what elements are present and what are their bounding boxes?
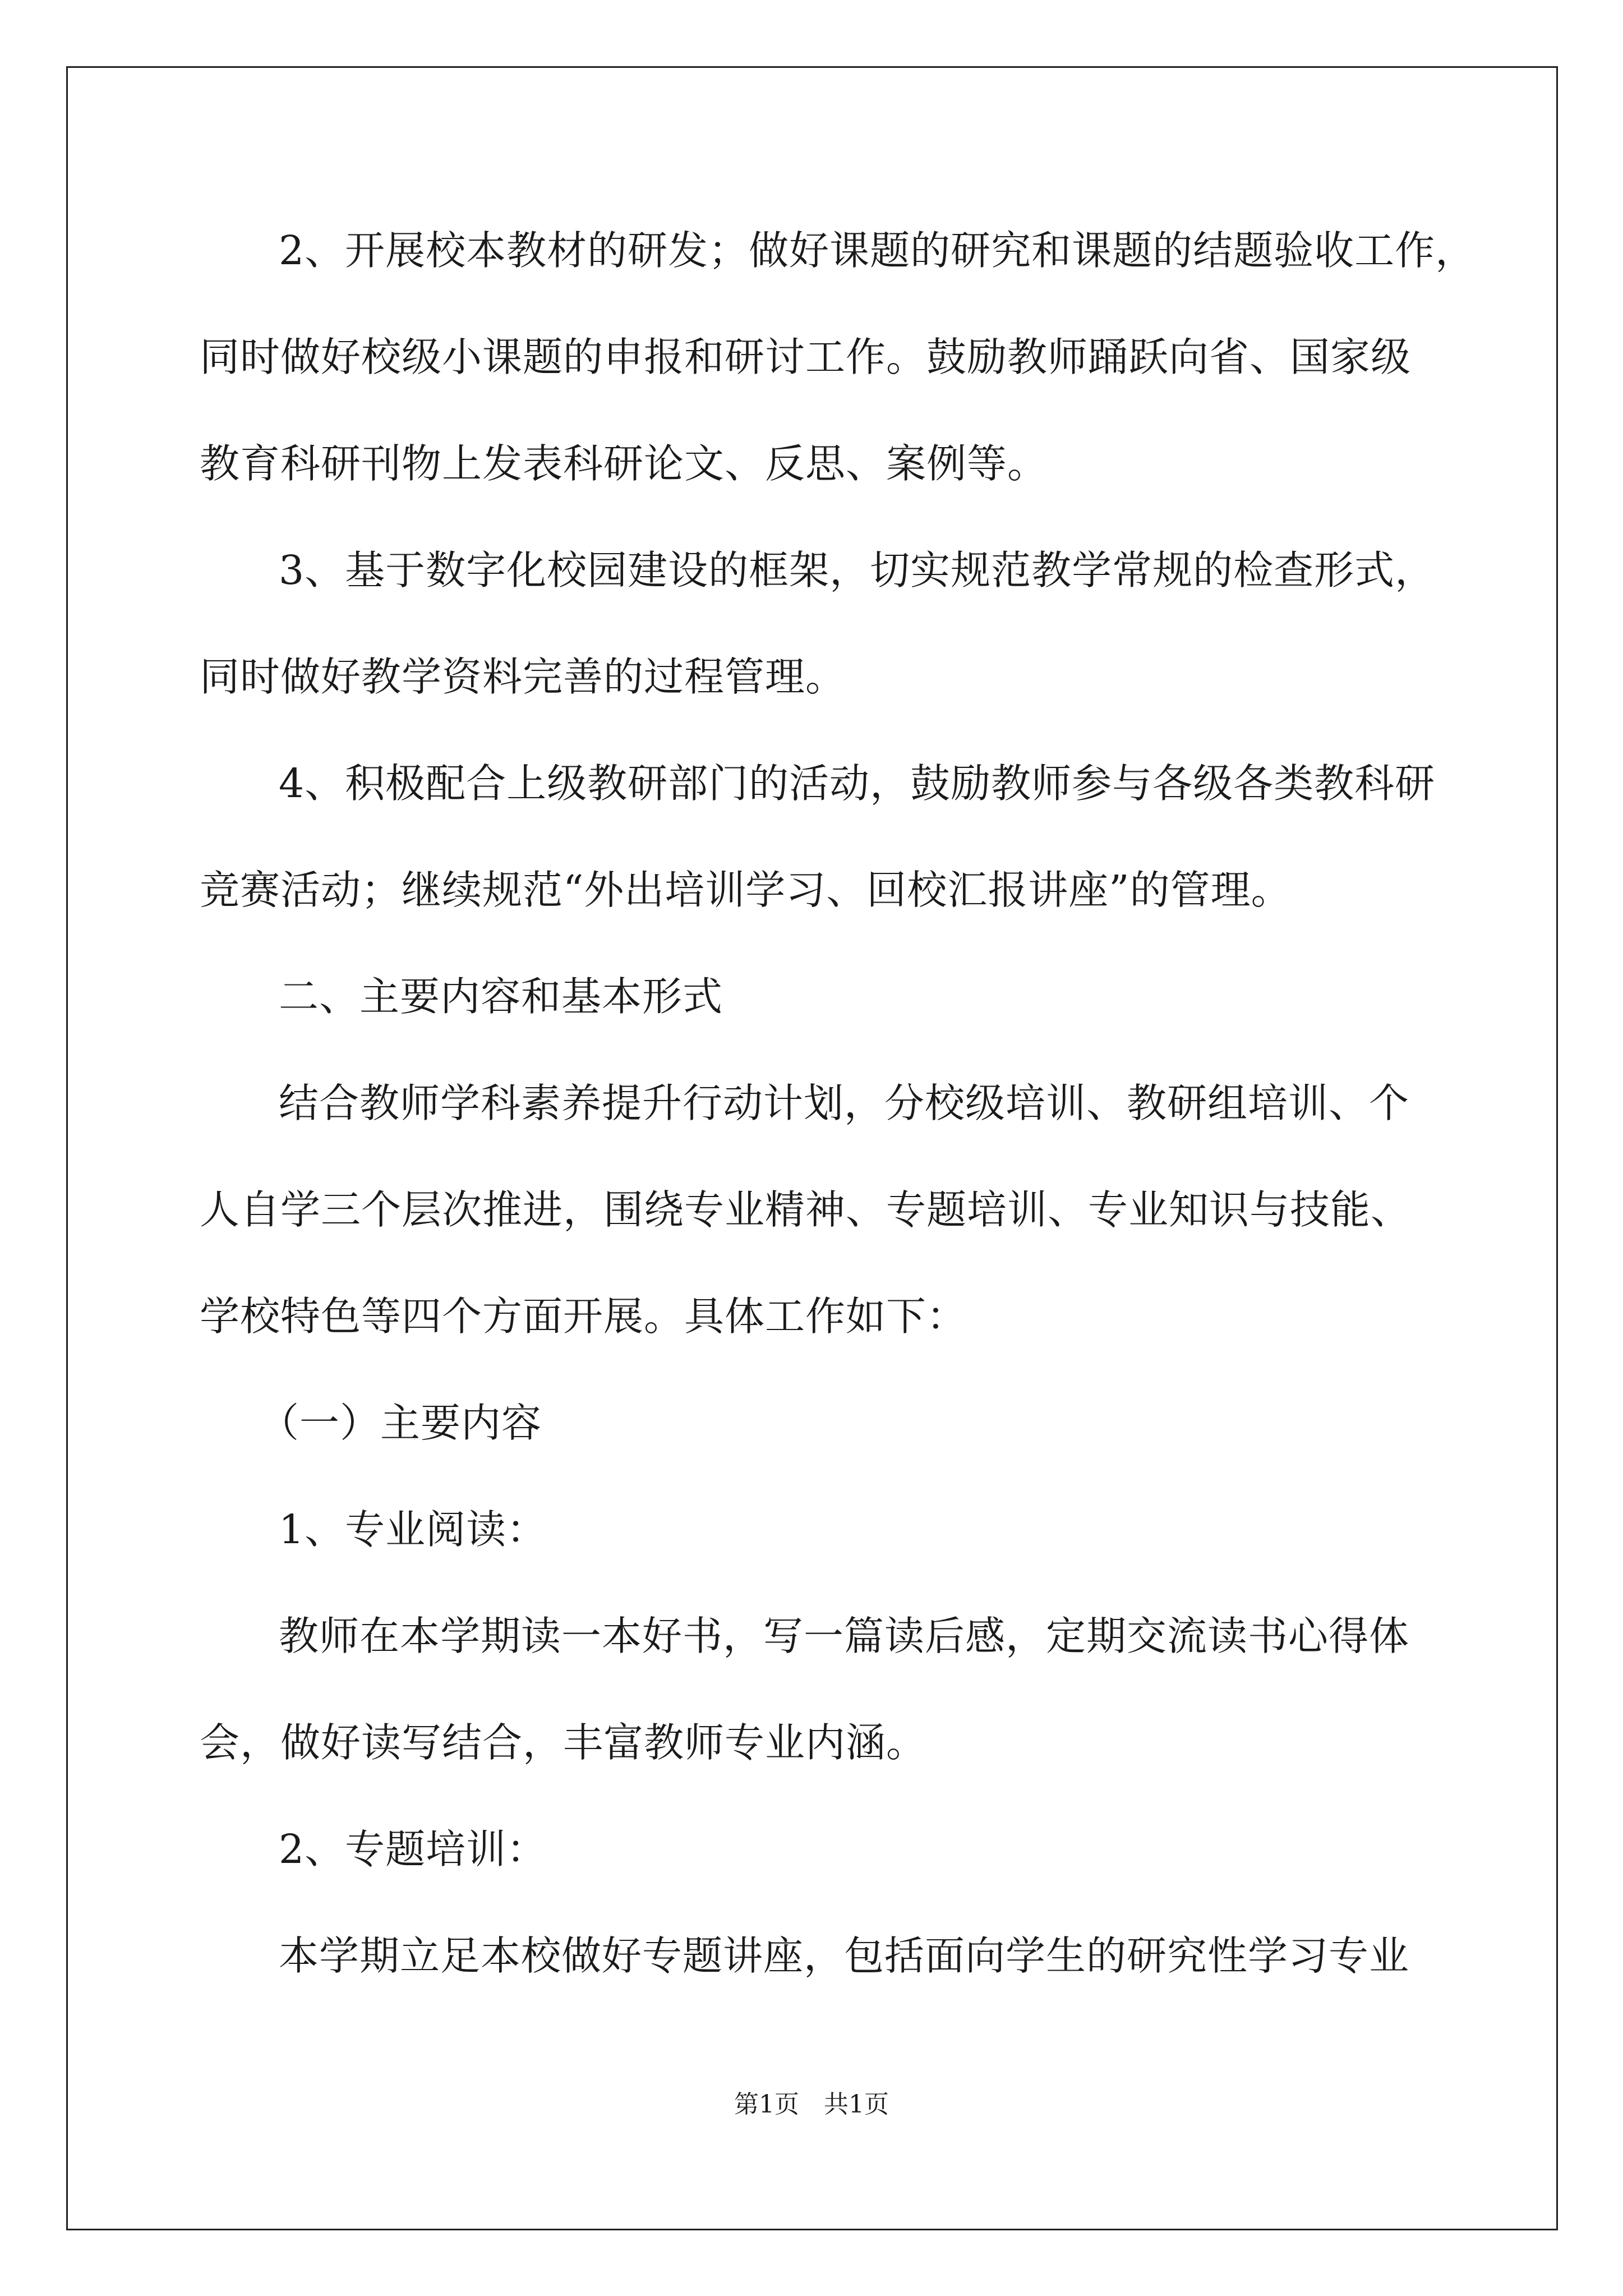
- page-number-footer: 第1页 共1页: [734, 2090, 889, 2119]
- paragraph-line: 会，做好读写结合，丰富教师专业内涵。: [200, 1719, 927, 1766]
- paragraph-line: 人自学三个层次推进，围绕专业精神、专题培训、专业知识与技能、: [200, 1186, 1412, 1233]
- item-heading: 2、专题培训：: [279, 1826, 547, 1872]
- paragraph-line: 竞赛活动；继续规范“外出培训学习、回校汇报讲座”的管理。: [200, 867, 1292, 913]
- subsection-heading: （一）主要内容: [259, 1400, 542, 1446]
- page-border: [66, 66, 1558, 2230]
- paragraph-line: 同时做好教学资料完善的过程管理。: [200, 654, 846, 700]
- paragraph-line: 结合教师学科素养提升行动计划，分校级培训、教研组培训、个: [279, 1080, 1410, 1126]
- paragraph-line: 教育科研刊物上发表科研论文、反思、案例等。: [200, 440, 1048, 487]
- paragraph-line: 2、开展校本教材的研发；做好课题的研究和课题的结题验收工作，: [279, 227, 1476, 274]
- item-heading: 1、专业阅读：: [279, 1506, 547, 1553]
- paragraph-line: 教师在本学期读一本好书，写一篇读后感，定期交流读书心得体: [279, 1613, 1410, 1659]
- paragraph-line: 4、积极配合上级教研部门的活动，鼓励教师参与各级各类教科研: [279, 760, 1436, 807]
- paragraph-line: 学校特色等四个方面开展。具体工作如下：: [200, 1293, 967, 1340]
- paragraph-line: 本学期立足本校做好专题讲座，包括面向学生的研究性学习专业: [279, 1932, 1410, 1979]
- paragraph-line: 3、基于数字化校园建设的框架，切实规范教学常规的检查形式，: [279, 547, 1436, 593]
- section-heading: 二、主要内容和基本形式: [279, 973, 723, 1020]
- paragraph-line: 同时做好校级小课题的申报和研讨工作。鼓励教师踊跃向省、国家级: [200, 334, 1412, 380]
